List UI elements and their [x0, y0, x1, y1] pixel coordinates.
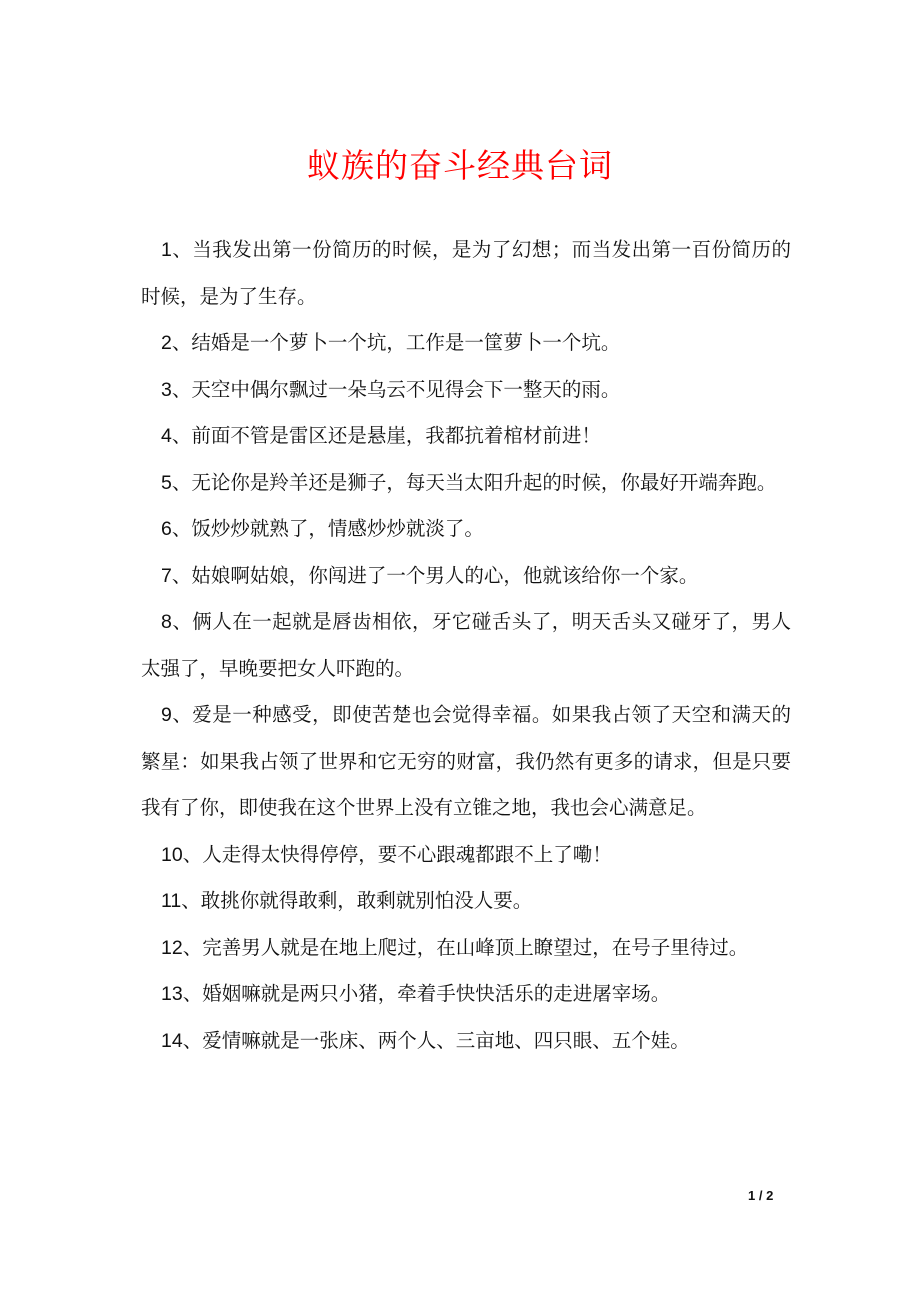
paragraph-5	[141, 460, 791, 507]
paragraph-number: 6、	[161, 518, 192, 540]
paragraph-text: 婚姻嘛就是两只小猪，牵着手快快活乐的走进屠宰场。	[202, 982, 671, 1005]
document-title: 蚁族的奋斗经典台词	[307, 146, 613, 185]
paragraph-text: 前面不管是雷区还是悬崖，我都抗着棺材前进！	[191, 424, 601, 447]
paragraph-text: 完善男人就是在地上爬过，在山峰顶上瞭望过，在号子里待过。	[202, 935, 749, 959]
paragraph-number: 12、	[161, 936, 203, 959]
paragraph-4	[141, 413, 791, 460]
paragraph-number: 11、	[161, 890, 201, 912]
paragraph-number: 5、	[161, 471, 192, 494]
page-indicator: 1 / 2	[748, 1188, 774, 1203]
paragraph-number: 13、	[161, 983, 203, 1005]
document-body	[141, 227, 791, 1064]
paragraph-number: 7、	[161, 564, 192, 587]
paragraph-number: 10、	[161, 843, 203, 866]
paragraph-7	[141, 553, 791, 600]
paragraph-2	[141, 320, 791, 367]
paragraph-text: 当我发出第一份简历的时候，是为了幻想；而当发出第一百份简历的时候，是为了生存。	[141, 238, 791, 308]
paragraph-number: 2、	[161, 332, 192, 354]
paragraph-text: 爱情嘛就是一张床、两个人、三亩地、四只眼、五个娃。	[202, 1028, 690, 1052]
paragraph-number: 9、	[161, 704, 193, 726]
paragraph-12	[141, 925, 791, 972]
paragraph-14	[141, 1018, 791, 1065]
paragraph-text: 饭炒炒就熟了，情感炒炒就淡了。	[191, 517, 484, 540]
paragraph-8	[141, 599, 791, 692]
paragraph-text: 人走得太快得停停，要不心跟魂都跟不上了嘞！	[202, 842, 612, 866]
paragraph-text: 俩人在一起就是唇齿相依，牙它碰舌头了，明天舌头又碰牙了，男人太强了，早晚要把女人吓跑的。	[141, 610, 791, 680]
paragraph-11	[141, 878, 791, 925]
paragraph-13	[141, 971, 791, 1018]
paragraph-number: 4、	[161, 425, 192, 447]
paragraph-text: 姑娘啊姑娘，你闯进了一个男人的心，他就该给你一个家。	[191, 563, 699, 587]
paragraph-text: 结婚是一个萝卜一个坑，工作是一筐萝卜一个坑。	[191, 331, 621, 354]
paragraph-6	[141, 506, 791, 553]
paragraph-10	[141, 832, 791, 879]
paragraph-1	[141, 227, 791, 320]
paragraph-text: 天空中偶尔飘过一朵乌云不见得会下一整天的雨。	[191, 377, 621, 401]
paragraph-number: 14、	[161, 1029, 203, 1052]
paragraph-9	[141, 692, 791, 832]
paragraph-number: 1、	[161, 239, 193, 261]
paragraph-text: 爱是一种感受，即使苦楚也会觉得幸福。如果我占领了天空和满天的繁星：如果我占领了世界和它无穷的财富，我仍然有更多的请求，但是只要我有了你，即使我在这个世界上没有立锥之地，我也会心满意足。	[141, 703, 791, 819]
paragraph-number: 3、	[161, 378, 192, 401]
paragraph-text: 无论你是羚羊还是狮子，每天当太阳升起的时候，你最好开端奔跑。	[191, 470, 777, 494]
paragraph-text: 敢挑你就得敢剩，敢剩就别怕没人要。	[200, 889, 533, 912]
paragraph-3	[141, 367, 791, 414]
paragraph-number: 8、	[161, 611, 193, 633]
